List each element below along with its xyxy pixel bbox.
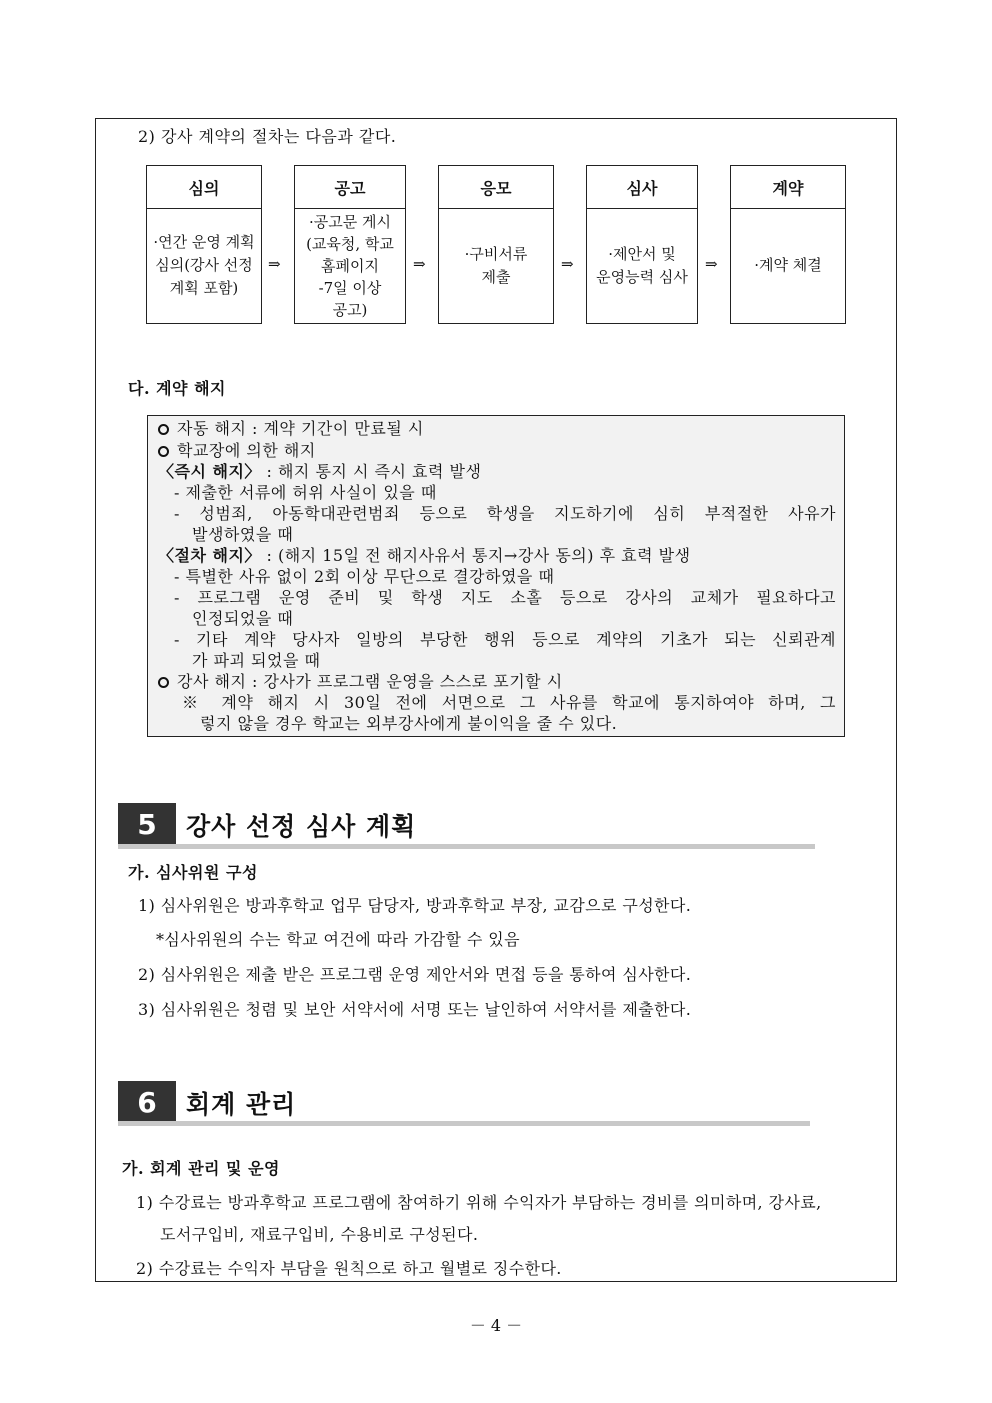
procedure-item-cont: 인정되었을 때 — [192, 609, 294, 628]
paragraph: 1) 수강료는 방과후학교 프로그램에 참여하기 위해 수익자가 부담하는 경비를 의미하며, 강사료, — [136, 1193, 822, 1212]
procedure-intro: 2) 강사 계약의 절차는 다음과 같다. — [138, 127, 397, 146]
section-underline — [118, 844, 815, 849]
subsection-heading: 가. 회계 관리 및 운영 — [122, 1159, 280, 1178]
step-line: 계획 포함) — [169, 279, 239, 297]
step-box-review — [146, 165, 262, 324]
step-line: (교육청, 학교 — [306, 234, 394, 253]
step-line: 홈페이지 — [321, 256, 379, 275]
termination-box — [147, 415, 845, 737]
step-line: ·공고문 게시 — [309, 212, 391, 231]
step-line: ·구비서류 — [464, 244, 528, 263]
step-body — [731, 208, 845, 323]
step-box-screening — [586, 165, 698, 324]
circle-bullet-icon — [158, 424, 169, 435]
step-line: 운영능력 심사 — [596, 267, 688, 286]
flow-arrow: ⇒ — [413, 255, 426, 273]
immediate-item-cont: 발생하였을 때 — [192, 525, 294, 544]
step-body — [147, 208, 261, 323]
section-title: 강사 선정 심사 계획 — [186, 812, 417, 841]
paragraph: 2) 심사위원은 제출 받은 프로그램 운영 제안서와 면접 등을 통하여 심사한다. — [138, 965, 692, 984]
step-box-apply — [438, 165, 554, 324]
section-number: 5 — [118, 803, 176, 845]
instructor-termination: 강사 해지 : 강사가 프로그램 운영을 스스로 포기할 시 — [158, 671, 563, 692]
paragraph: 2) 수강료는 수익자 부담을 원칙으로 하고 월별로 징수한다. — [136, 1259, 562, 1278]
section-number: 6 — [118, 1081, 176, 1123]
procedure-item: - 기타 계약 당사자 일방의 부당한 행위 등으로 계약의 기초가 되는 신뢰관계 — [174, 630, 836, 649]
subsection-heading: 가. 심사위원 구성 — [128, 863, 258, 882]
paragraph: 3) 심사위원은 청렴 및 보안 서약서에 서명 또는 날인하여 서약서를 제출한다. — [138, 1000, 692, 1019]
step-line: 공고) — [332, 300, 368, 319]
circle-bullet-icon — [158, 677, 169, 688]
step-title: 공고 — [295, 166, 405, 209]
procedure-termination: 〈절차 해지〉 : (해지 15일 전 해지사유서 통지→강사 동의) 후 효력 발생 — [158, 546, 691, 565]
paragraph: 1) 심사위원은 방과후학교 업무 담당자, 방과후학교 부장, 교감으로 구성한다. — [138, 896, 692, 915]
immediate-item: - 제출한 서류에 허위 사실이 있을 때 — [174, 483, 437, 502]
step-title: 심사 — [587, 166, 697, 209]
immediate-item: - 성범죄, 아동학대관련범죄 등으로 학생을 지도하기에 심히 부적절한 사유가 — [174, 504, 836, 523]
step-body — [587, 208, 697, 323]
flow-arrow: ⇒ — [561, 255, 574, 273]
paragraph: *심사위원의 수는 학교 여건에 따라 가감할 수 있음 — [156, 930, 520, 949]
step-line: ·연간 운영 계획 — [153, 233, 255, 251]
step-title: 심의 — [147, 166, 261, 209]
step-title: 응모 — [439, 166, 553, 209]
step-line: ·제안서 및 — [608, 244, 676, 263]
section-title: 회계 관리 — [186, 1090, 297, 1119]
step-box-contract — [730, 165, 846, 324]
procedure-item-cont: 가 파괴 되었을 때 — [192, 651, 321, 670]
page-number: － 4 － — [469, 1316, 523, 1335]
step-title: 계약 — [731, 166, 845, 209]
step-line: -7일 이상 — [318, 278, 382, 297]
principal-termination: 학교장에 의한 해지 — [158, 440, 316, 461]
step-body — [295, 208, 405, 323]
step-line: 심의(강사 선정 — [155, 256, 253, 274]
flow-arrow: ⇒ — [705, 255, 718, 273]
auto-termination: 자동 해지 : 계약 기간이 만료될 시 — [158, 418, 424, 439]
circle-bullet-icon — [158, 446, 169, 457]
paragraph: 도서구입비, 재료구입비, 수용비로 구성된다. — [160, 1225, 479, 1244]
termination-note: ※ 계약 해지 시 30일 전에 서면으로 그 사유를 학교에 통지하여야 하며, 그 — [182, 693, 836, 712]
termination-heading: 다. 계약 해지 — [128, 379, 226, 398]
section-underline — [118, 1121, 810, 1126]
step-line: ·계약 체결 — [754, 256, 822, 274]
termination-note-cont: 렇지 않을 경우 학교는 외부강사에게 불이익을 줄 수 있다. — [200, 714, 618, 733]
step-body — [439, 208, 553, 323]
immediate-termination: 〈즉시 해지〉 : 해지 통지 시 즉시 효력 발생 — [158, 462, 482, 481]
step-line: 제출 — [481, 267, 511, 286]
procedure-item: - 프로그램 운영 준비 및 학생 지도 소홀 등으로 강사의 교체가 필요하다고 — [174, 588, 836, 607]
flow-arrow: ⇒ — [268, 255, 281, 273]
procedure-item: - 특별한 사유 없이 2회 이상 무단으로 결강하였을 때 — [174, 567, 555, 586]
step-box-notice — [294, 165, 406, 324]
